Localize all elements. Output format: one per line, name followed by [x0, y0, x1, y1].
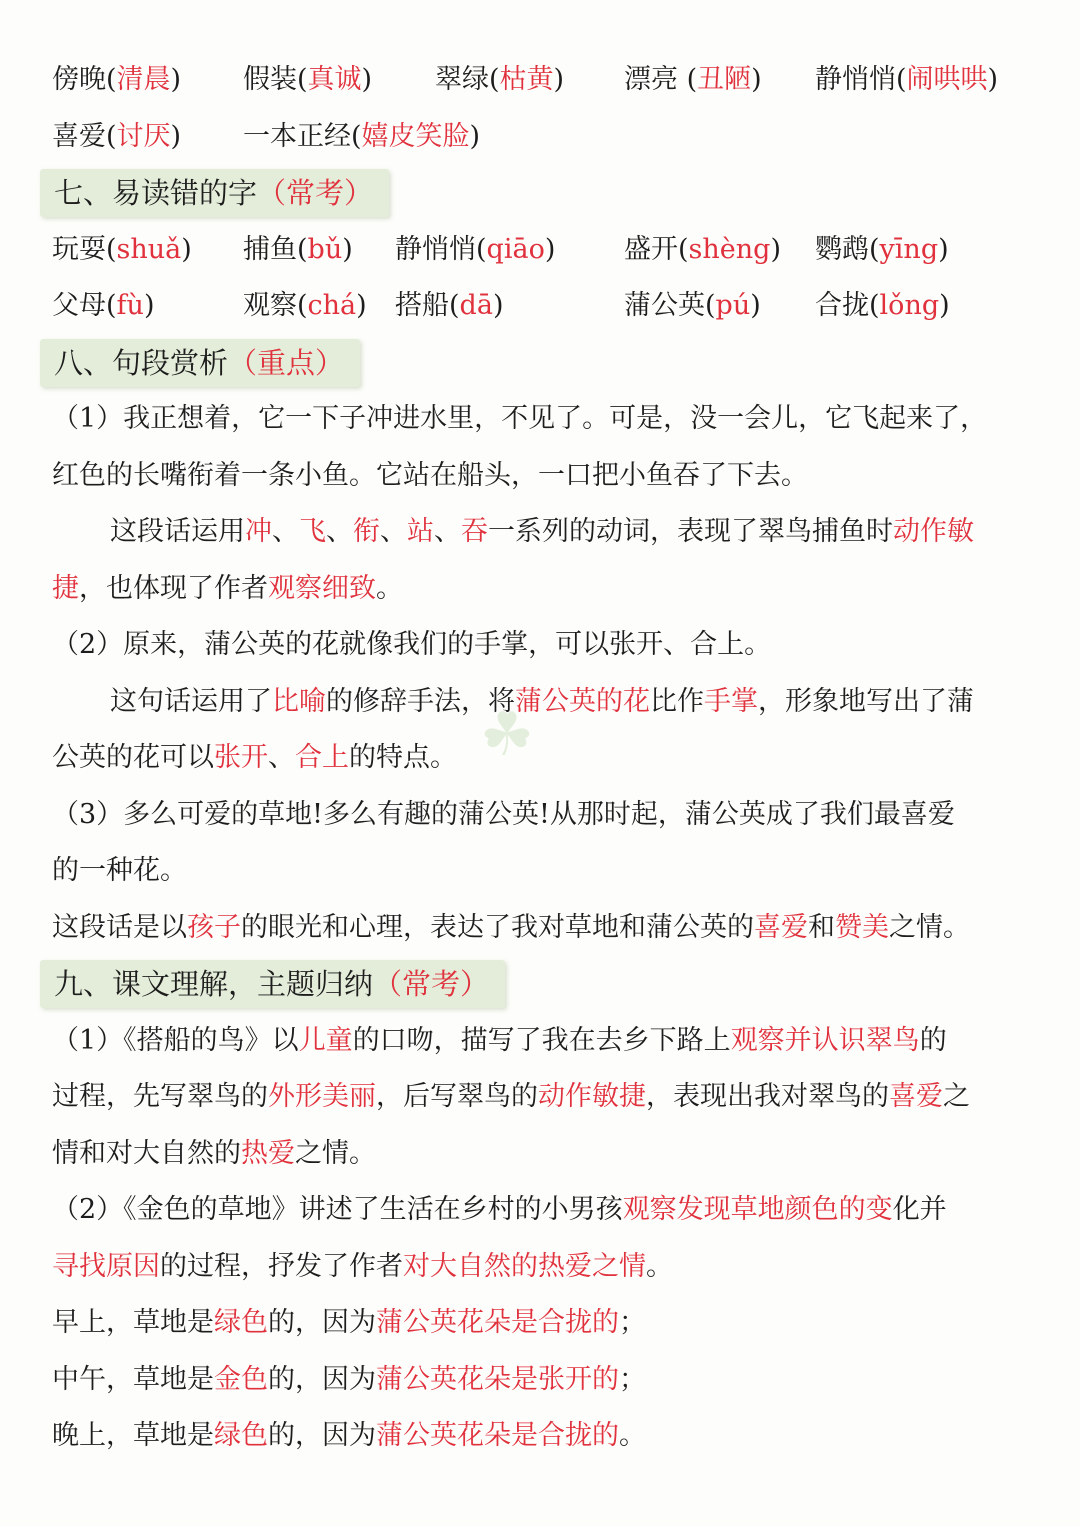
text-segment: ) [750, 290, 761, 321]
highlight-text: shuǎ [116, 233, 182, 265]
highlight-text: dā [459, 290, 493, 321]
highlight-text: 观察并认识翠鸟 [730, 1024, 920, 1056]
heading-tag: （重点） [228, 345, 345, 380]
word-item [52, 278, 243, 335]
text-segment: 、 [380, 516, 407, 547]
text-segment: （2）原来，蒲公英的花就像我们的手掌，可以张开、合上。 [52, 629, 772, 660]
highlight-text: 蒲公英花朵是合拢的 [376, 1307, 619, 1338]
word-item [52, 52, 243, 109]
word-item [243, 109, 481, 166]
text-segment: 化并 [892, 1194, 947, 1225]
text-line [52, 1352, 1042, 1409]
text-segment: ) [170, 64, 182, 95]
section-heading [40, 960, 505, 1008]
text-segment: ) [751, 64, 762, 95]
highlight-text: 动作敏 [893, 516, 974, 547]
text-segment: 假装( [243, 64, 308, 95]
text-line [52, 730, 1042, 787]
text-segment: （2）《金色的草地》讲述了生活在乡村的小男孩 [52, 1194, 623, 1225]
text-segment: 。 [619, 1420, 646, 1451]
text-segment: ) [938, 233, 949, 265]
text-segment: ) [770, 233, 781, 265]
highlight-text: pú [715, 290, 751, 321]
text-segment: ) [356, 290, 367, 321]
text-segment: ) [939, 290, 950, 321]
word-item [52, 222, 243, 279]
text-line [52, 1182, 1042, 1239]
highlight-text: 蒲公英花朵是张开的 [376, 1363, 619, 1395]
text-segment: ) [361, 64, 373, 95]
highlight-text: 比喻 [272, 685, 326, 717]
text-segment: ； [619, 1363, 646, 1395]
text-line [52, 1295, 1042, 1352]
text-line [52, 448, 1042, 505]
highlight-text: 金色 [214, 1363, 268, 1395]
highlight-text: chá [307, 290, 357, 321]
highlight-text: 蒲公英花朵是合拢的 [376, 1420, 619, 1451]
highlight-text: 对大自然的热爱之情 [403, 1250, 646, 1282]
word-item [395, 222, 624, 279]
word-item [815, 278, 950, 335]
highlight-text: 绿色 [214, 1307, 268, 1338]
word-row [52, 278, 1042, 335]
text-segment: 这段话运用 [110, 516, 245, 547]
highlight-text: 闹哄哄 [906, 64, 988, 95]
highlight-text: 讨厌 [116, 120, 171, 152]
highlight-text: 捷 [52, 572, 79, 604]
highlight-text: 枯黄 [499, 64, 554, 95]
text-line [52, 391, 1042, 448]
word-item [624, 278, 815, 335]
text-segment: ) [987, 64, 999, 95]
text-segment: 的口吻，描写了我在去乡下路上 [352, 1024, 731, 1056]
text-line [52, 1126, 1042, 1183]
highlight-text: 真诚 [307, 64, 362, 95]
word-item [395, 278, 624, 335]
text-line [52, 1408, 1042, 1465]
text-segment: 喜爱( [52, 120, 117, 152]
word-item [243, 278, 395, 335]
text-line [52, 1239, 1042, 1296]
word-item [435, 52, 624, 109]
text-segment: 一系列的动词，表现了翠鸟捕鱼时 [488, 516, 893, 547]
highlight-text: 清晨 [116, 64, 171, 95]
text-segment: 搭船( [395, 290, 460, 321]
text-segment: （1）《搭船的鸟》以 [52, 1024, 299, 1056]
text-segment: 翠绿( [435, 64, 500, 95]
text-segment: 漂亮 ( [624, 64, 698, 95]
text-segment: 鹦鹉( [815, 233, 880, 265]
text-segment: ) [143, 290, 155, 321]
highlight-text: bǔ [307, 233, 343, 265]
text-segment: 情和对大自然的 [52, 1137, 241, 1169]
highlight-text: 丑陋 [697, 64, 752, 95]
text-segment: 、 [326, 516, 353, 547]
text-line [52, 561, 1042, 618]
highlight-text: 衔 [353, 516, 380, 547]
heading-title: 九、课文理解，主题归纳 [54, 967, 374, 1001]
highlight-text: yīng [879, 233, 939, 265]
text-segment: ，也体现了作者 [79, 572, 268, 604]
heading-tag: （常考） [257, 176, 374, 210]
text-segment: 之情。 [295, 1137, 376, 1169]
text-segment: ) [342, 233, 353, 265]
section-heading-line [52, 165, 1042, 222]
text-segment: （3）多么可爱的草地!多么有趣的蒲公英!从那时起，蒲公英成了我们最喜爱 [52, 798, 955, 830]
highlight-text: 喜爱 [889, 1081, 943, 1112]
text-segment: 。 [646, 1250, 673, 1282]
word-item [815, 52, 998, 109]
text-line [52, 1013, 1042, 1070]
highlight-text: shèng [688, 233, 771, 265]
text-segment: ) [492, 290, 504, 321]
text-segment: 的，因为 [268, 1363, 376, 1395]
highlight-text: 蒲公英的花 [515, 685, 650, 717]
text-segment: 的眼光和心理，表达了我对草地和蒲公英的 [241, 911, 754, 943]
text-segment: ) [170, 120, 182, 152]
text-segment: 之情。 [889, 911, 970, 943]
section-heading-line [52, 956, 1042, 1013]
section-heading-line [52, 335, 1042, 392]
highlight-text: 手掌 [704, 685, 758, 717]
text-segment: 蒲公英( [624, 290, 716, 321]
text-line [52, 504, 1042, 561]
text-segment: ) [544, 233, 556, 265]
text-segment: 合拢( [815, 290, 880, 321]
clover-watermark-icon: ☘ [480, 700, 534, 770]
highlight-text: 热爱 [241, 1137, 295, 1169]
highlight-text: 儿童 [298, 1024, 353, 1056]
heading-tag: （常考） [373, 967, 490, 1001]
highlight-text: 冲 [245, 516, 272, 547]
highlight-text: 站 [407, 516, 434, 547]
text-segment: 的一种花。 [52, 855, 187, 886]
heading-title: 七、易读错的字 [54, 176, 258, 210]
word-item [52, 109, 243, 166]
text-line [52, 674, 1042, 731]
text-segment: 玩耍( [52, 233, 117, 265]
text-segment: 观察( [243, 290, 308, 321]
text-segment: （1）我正想着，它一下子冲进水里，不见了。可是，没一会儿，它飞起来了， [52, 403, 988, 434]
text-segment: 和 [808, 911, 835, 943]
word-row [52, 222, 1042, 279]
text-segment: ) [181, 233, 192, 265]
text-segment: 。 [376, 572, 403, 604]
highlight-text: 张开 [214, 742, 268, 773]
text-line [52, 1069, 1042, 1126]
text-line [52, 787, 1042, 844]
text-segment: ，形象地写出了蒲 [758, 685, 974, 717]
highlight-text: 喜爱 [754, 911, 808, 943]
section-heading [40, 339, 360, 387]
highlight-text: qiāo [486, 233, 545, 265]
highlight-text: 观察细致 [268, 572, 376, 604]
highlight-text: 外形美丽 [268, 1081, 376, 1112]
text-segment: 的过程，抒发了作者 [160, 1250, 403, 1282]
text-segment: 比作 [650, 685, 704, 717]
highlight-text: 动作敏捷 [538, 1081, 646, 1112]
highlight-text: 飞 [299, 516, 326, 547]
document [52, 52, 1042, 1465]
text-segment: 早上，草地是 [52, 1307, 214, 1338]
text-segment: 晚上，草地是 [52, 1420, 214, 1451]
highlight-text: 合上 [295, 742, 349, 773]
text-line [52, 617, 1042, 674]
text-segment: 盛开( [624, 233, 689, 265]
highlight-text: 赞美 [835, 911, 889, 943]
text-segment: 的特点。 [349, 742, 457, 773]
text-segment: 静悄悄( [395, 233, 487, 265]
highlight-text: 观察发现草地颜色的变 [622, 1194, 893, 1225]
text-segment: ) [469, 120, 481, 152]
text-segment: 的，因为 [268, 1307, 376, 1338]
word-item [243, 52, 435, 109]
word-row [52, 109, 1042, 166]
text-segment: 傍晚( [52, 64, 117, 95]
text-line [52, 843, 1042, 900]
highlight-text: 嬉皮笑脸 [361, 120, 470, 152]
text-segment: 中午，草地是 [52, 1363, 214, 1395]
word-row [52, 52, 1042, 109]
text-segment: 公英的花可以 [52, 742, 214, 773]
highlight-text: 吞 [461, 516, 488, 547]
word-item [624, 52, 815, 109]
text-segment: 的修辞手法，将 [326, 685, 515, 717]
text-segment: 红色的长嘴衔着一条小鱼。它站在船头，一口把小鱼吞了下去。 [52, 459, 808, 491]
text-segment: ) [553, 64, 565, 95]
text-segment: ； [619, 1307, 646, 1338]
text-segment: 过程，先写翠鸟的 [52, 1081, 268, 1112]
highlight-text: lǒng [879, 290, 940, 321]
text-segment: 的，因为 [268, 1420, 376, 1451]
section-heading [40, 169, 389, 217]
highlight-text: 孩子 [187, 911, 241, 943]
text-segment: 父母( [52, 290, 117, 321]
text-line [52, 900, 1042, 957]
text-segment: ，表现出我对翠鸟的 [646, 1081, 889, 1112]
highlight-text: 绿色 [214, 1420, 268, 1451]
word-item [624, 222, 815, 279]
word-item [243, 222, 395, 279]
text-segment: 、 [268, 742, 295, 773]
text-segment: 之 [943, 1081, 970, 1112]
highlight-text: fù [116, 290, 144, 321]
heading-title: 八、句段赏析 [54, 345, 229, 380]
text-segment: 静悄悄( [815, 64, 907, 95]
text-segment: ，后写翠鸟的 [376, 1081, 538, 1112]
text-segment: 、 [272, 516, 299, 547]
text-segment: 这句话运用了 [110, 685, 272, 717]
text-segment: 这段话是以 [52, 911, 187, 943]
text-segment: 、 [434, 516, 461, 547]
text-segment: 捕鱼( [243, 233, 308, 265]
text-segment: 的 [919, 1024, 947, 1056]
word-item [815, 222, 949, 279]
text-segment: 一本正经( [243, 120, 362, 152]
highlight-text: 寻找原因 [52, 1250, 160, 1282]
